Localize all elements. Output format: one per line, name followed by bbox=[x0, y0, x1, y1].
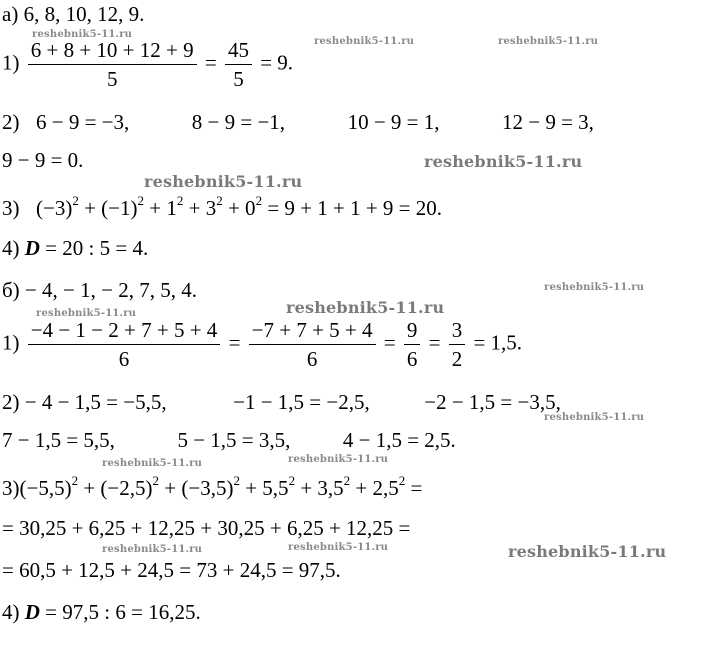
step-label: 4) bbox=[2, 600, 20, 624]
watermark: reshebnik5-11.ru bbox=[36, 308, 137, 319]
variance-symbol: D bbox=[24, 600, 40, 624]
fraction-denominator: 6 bbox=[306, 347, 318, 371]
fraction-numerator: −4 − 1 − 2 + 7 + 5 + 4 bbox=[28, 318, 221, 345]
expr-part: + 2,5 bbox=[350, 476, 399, 500]
watermark: reshebnik5-11.ru bbox=[544, 412, 645, 423]
watermark: reshebnik5-11.ru bbox=[286, 298, 445, 317]
part-b-heading bbox=[2, 278, 197, 302]
watermark: reshebnik5-11.ru bbox=[314, 36, 415, 47]
step-label: 2) bbox=[2, 390, 20, 414]
part-a-step-1 bbox=[2, 38, 293, 91]
step-result: = 9. bbox=[260, 50, 294, 75]
part-a-step-3 bbox=[2, 193, 443, 220]
part-a-step-4 bbox=[2, 236, 148, 260]
watermark: reshebnik5-11.ru bbox=[508, 542, 667, 561]
step-label: 3) bbox=[2, 476, 20, 500]
fraction-result bbox=[225, 38, 252, 91]
fraction-denominator: 6 bbox=[406, 347, 418, 371]
part-b-step-3-line-3 bbox=[2, 558, 341, 582]
watermark: reshebnik5-11.ru bbox=[544, 282, 645, 293]
exponent: 2 bbox=[72, 193, 79, 208]
step-label: 4) bbox=[2, 236, 20, 260]
expr-part: (−3) bbox=[36, 196, 73, 220]
exponent: 2 bbox=[137, 193, 145, 208]
deviation-term: 4 − 1,5 = 2,5. bbox=[342, 428, 456, 452]
watermark: reshebnik5-11.ru bbox=[288, 542, 389, 553]
deviation-term: −2 − 1,5 = −3,5, bbox=[424, 390, 561, 414]
expr-part: + 1 bbox=[144, 196, 177, 220]
fraction-numerator: −7 + 7 + 5 + 4 bbox=[249, 318, 376, 345]
part-a-step-2 bbox=[2, 110, 594, 134]
deviation-term: 8 − 9 = −1, bbox=[191, 110, 286, 134]
equals-sign: = bbox=[228, 330, 241, 355]
step-label: 3) bbox=[2, 196, 20, 220]
deviation-term: 10 − 9 = 1, bbox=[347, 110, 440, 134]
equals-sign: = bbox=[428, 330, 441, 355]
fraction-numerator: 3 bbox=[449, 318, 466, 345]
fraction-denominator: 5 bbox=[106, 67, 118, 91]
deviation-term: 7 − 1,5 = 5,5, bbox=[2, 428, 115, 452]
part-a-step-2-cont bbox=[2, 148, 83, 172]
deviation-term: 6 − 9 = −3, bbox=[36, 110, 130, 134]
expr-part: + 5,5 bbox=[239, 476, 289, 500]
fraction-numerator: 6 + 8 + 10 + 12 + 9 bbox=[28, 38, 197, 65]
exponent: 2 bbox=[216, 193, 223, 208]
variance-symbol: D bbox=[24, 236, 40, 260]
expr-part: + 3,5 bbox=[295, 476, 344, 500]
exponent: 2 bbox=[255, 193, 263, 208]
step-label: 1) bbox=[2, 330, 20, 355]
fraction-numerator: 45 bbox=[225, 38, 252, 65]
exponent: 2 bbox=[71, 473, 79, 488]
expr-continuation: = 60,5 + 12,5 + 24,5 = 73 + 24,5 = 97,5. bbox=[2, 558, 341, 582]
expr-continuation: = 30,25 + 6,25 + 12,25 + 30,25 + 6,25 + 12,25 = bbox=[2, 516, 411, 540]
fraction-denominator: 6 bbox=[118, 347, 130, 371]
step-label: 2) bbox=[2, 110, 20, 134]
deviation-term: 12 − 9 = 3, bbox=[502, 110, 594, 134]
fraction-denominator: 2 bbox=[451, 347, 463, 371]
step-label: 1) bbox=[2, 50, 20, 75]
deviation-term: −1 − 1,5 = −2,5, bbox=[233, 390, 370, 414]
step-result: = 20 : 5 = 4. bbox=[39, 236, 149, 260]
step-result: = 97,5 : 6 = 16,25. bbox=[39, 600, 201, 624]
deviation-term: − 4 − 1,5 = −5,5, bbox=[24, 390, 167, 414]
part-b-step-2-cont bbox=[2, 428, 456, 452]
part-b-step-2 bbox=[2, 390, 561, 414]
expr-part: = 9 + 1 + 1 + 9 = 20. bbox=[262, 196, 443, 220]
expr-part: + 0 bbox=[222, 196, 256, 220]
watermark: reshebnik5-11.ru bbox=[288, 454, 389, 465]
part-a-heading bbox=[2, 2, 144, 26]
step-result: = 1,5. bbox=[473, 330, 523, 355]
fraction-simplified bbox=[249, 318, 376, 371]
watermark: reshebnik5-11.ru bbox=[102, 458, 203, 469]
fraction-three-halves bbox=[449, 318, 466, 371]
watermark: reshebnik5-11.ru bbox=[32, 29, 133, 40]
exponent: 2 bbox=[176, 193, 184, 208]
equals-sign: = bbox=[204, 50, 217, 75]
watermark: reshebnik5-11.ru bbox=[144, 172, 303, 191]
expr-part: + 3 bbox=[183, 196, 217, 220]
fraction-sum bbox=[28, 318, 221, 371]
deviation-term: 9 − 9 = 0. bbox=[2, 148, 84, 172]
equals-sign: = bbox=[383, 330, 396, 355]
part-b-step-1 bbox=[2, 318, 522, 371]
expr-part: (−5,5) bbox=[19, 476, 72, 500]
exponent: 2 bbox=[398, 473, 406, 488]
watermark: reshebnik5-11.ru bbox=[498, 36, 599, 47]
watermark: reshebnik5-11.ru bbox=[424, 152, 583, 171]
part-b-step-3 bbox=[2, 473, 423, 500]
part-b-step-3-line-2 bbox=[2, 516, 410, 540]
exponent: 2 bbox=[233, 473, 240, 488]
exponent: 2 bbox=[152, 473, 160, 488]
expr-part: + (−2,5) bbox=[78, 476, 153, 500]
fraction-nine-sixths bbox=[404, 318, 421, 371]
part-b-step-4 bbox=[2, 600, 201, 624]
watermark: reshebnik5-11.ru bbox=[102, 544, 203, 555]
deviation-term: 5 − 1,5 = 3,5, bbox=[177, 428, 291, 452]
fraction-denominator: 5 bbox=[233, 67, 244, 91]
expr-part: + (−3,5) bbox=[159, 476, 234, 500]
fraction-numerator: 9 bbox=[404, 318, 421, 345]
part-a-heading-text: а) 6, 8, 10, 12, 9. bbox=[2, 2, 145, 26]
exponent: 2 bbox=[343, 473, 351, 488]
fraction-sum bbox=[28, 38, 197, 91]
exponent: 2 bbox=[288, 473, 296, 488]
part-b-heading-text: б) − 4, − 1, − 2, 7, 5, 4. bbox=[2, 278, 197, 302]
expr-part: = bbox=[405, 476, 423, 500]
expr-part: + (−1) bbox=[78, 196, 138, 220]
